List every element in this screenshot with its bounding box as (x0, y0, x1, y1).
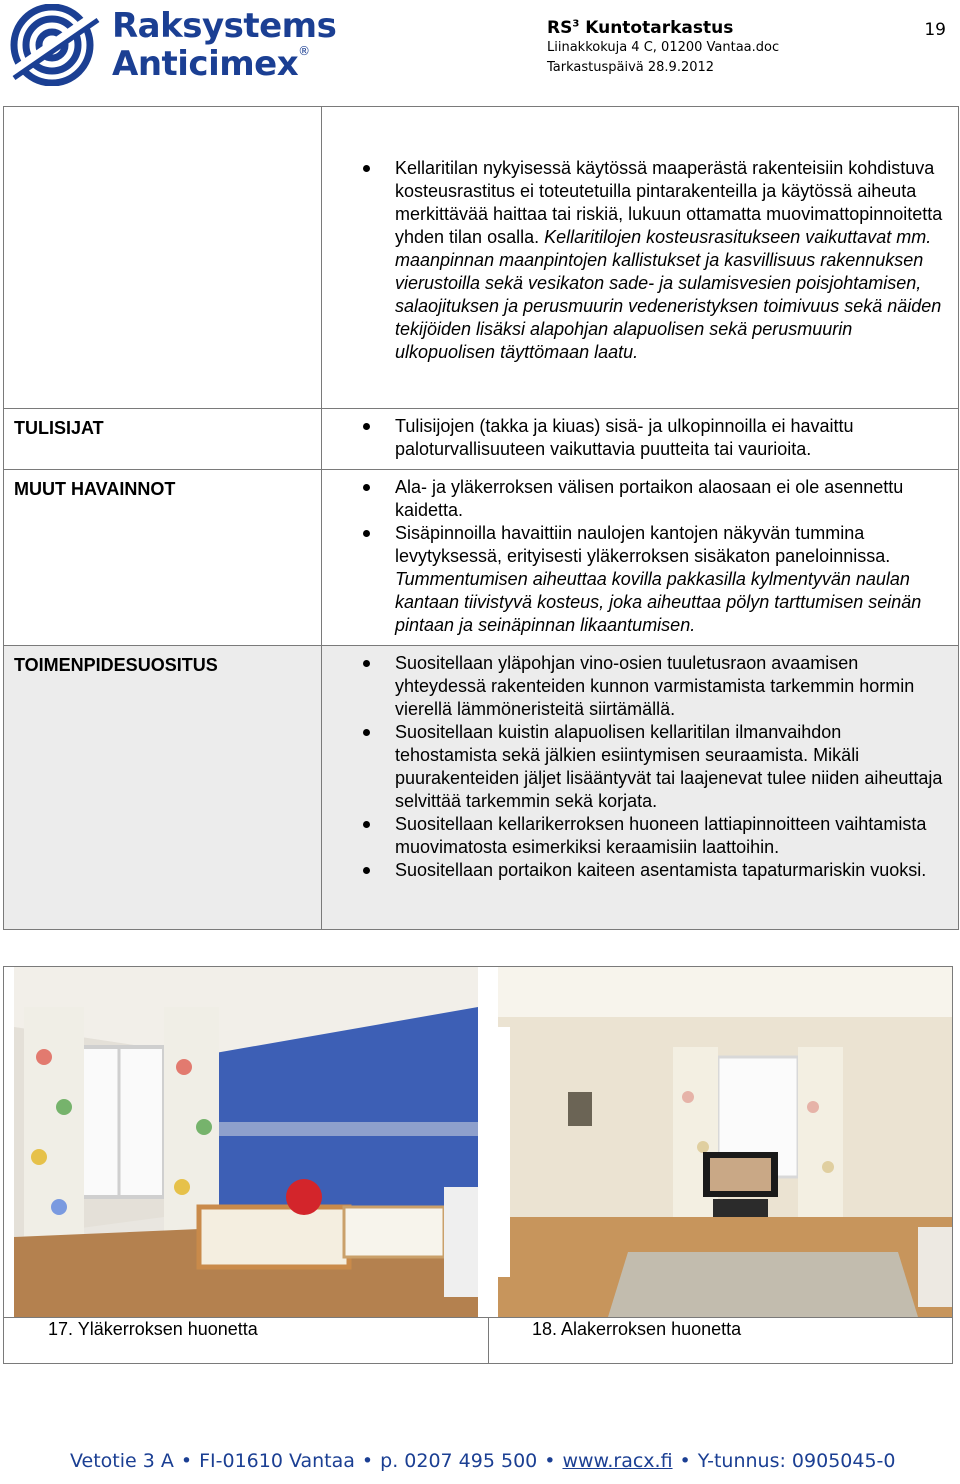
brand-name: Anticimex (112, 44, 299, 84)
list-item (322, 415, 948, 461)
list-item (322, 859, 948, 882)
footer-street: Vetotie 3 A (70, 1450, 174, 1472)
caption-left: 17. Yläkerroksen huonetta (48, 1319, 258, 1339)
caption-column-divider (488, 1317, 489, 1363)
section-label (4, 107, 322, 409)
footer-separator: • (180, 1450, 193, 1472)
title-superscript: 3 (572, 18, 580, 30)
list-item (322, 813, 948, 859)
bullet-list (322, 652, 948, 882)
brand-line-2 (112, 44, 310, 84)
caption-right: 18. Alakerroksen huonetta (532, 1319, 742, 1339)
title-rest: Kuntotarkastus (579, 18, 734, 38)
footer-postal: FI-01610 Vantaa (199, 1450, 355, 1472)
footer-business-id: Y-tunnus: 0905045-0 (697, 1450, 896, 1472)
section-row-basement (4, 107, 959, 409)
page-footer (70, 1450, 950, 1472)
photo-panel (3, 966, 953, 1364)
list-item (322, 476, 948, 522)
section-label: TOIMENPIDESUOSITUS (4, 646, 322, 930)
footer-phone: p. 0207 495 500 (380, 1450, 538, 1472)
photo-upstairs-room (14, 967, 478, 1317)
bullet-list (322, 157, 948, 364)
item-text: Ala- ja yläkerroksen välisen portaikon alaosaan ei ole asennettu kaidetta. (395, 477, 904, 520)
photo-downstairs-room (498, 967, 952, 1317)
footer-website-link[interactable]: www.racx.fi (562, 1450, 673, 1472)
footer-separator: • (361, 1450, 374, 1472)
footer-separator: • (679, 1450, 691, 1472)
section-row-toimenpidesuositus (4, 646, 959, 930)
section-content (322, 470, 959, 646)
item-text: Suositellaan portaikon kaiteen asentamista tapaturmariskin vuoksi. (395, 860, 927, 880)
title-rs: RS (547, 18, 573, 38)
caption-divider-line (4, 1317, 952, 1318)
list-item (322, 721, 948, 813)
list-item (322, 157, 948, 364)
section-label: TULISIJAT (4, 409, 322, 470)
findings-table (3, 106, 959, 930)
report-title (547, 18, 779, 38)
item-note: Kellaritilojen kosteusrasitukseen vaikuttavat mm. maanpinnan maanpintojen kallistukset ja kasvillisuus rakennuksen vierustoilla sekä vesikaton sade- ja sulamisvesien poisjohtamisen, salaojituksen ja perusmuurin vedeneristyksen toimivuus sekä näiden tekijöiden lisäksi alapohjan alapuolisen sekä perusmuurin ulkopuolisen täyttömaan laatu. (395, 227, 942, 362)
address-line: Liinakkokuja 4 C, 01200 Vantaa.doc (547, 40, 780, 55)
section-label: MUUT HAVAINNOT (4, 470, 322, 646)
page-number: 19 (924, 20, 946, 40)
registered-mark: ® (298, 44, 310, 58)
item-text: Kellaritilan nykyisessä käytössä maaperästä rakenteisiin kohdistuva kosteusrastitus ei toteutetuilla pintarakenteilla ja käytössä aiheuta merkittävää haittaa tai riskiä, lukuun ottamatta muovimattopinnoitetta yhden tilan osalla. (395, 158, 943, 247)
section-content (322, 646, 959, 930)
footer-separator: • (544, 1450, 556, 1472)
page-header (0, 0, 960, 100)
item-text: Suositellaan kuistin alapuolisen kellaritilan ilmanvaihdon tehostamista sekä jälkien esiintymisen seuraamista. Mikäli puurakenteiden jäljet lisääntyvät tai laajenevat tulee niiden aiheuttaja selvittää tarkemmin sekä korjata. (395, 722, 943, 811)
section-content (322, 409, 959, 470)
bullet-list (322, 415, 948, 461)
seal-icon (6, 4, 106, 86)
bullet-list (322, 476, 948, 637)
item-note: Tummentumisen aiheuttaa kovilla pakkasilla kylmentyvän naulan kantaan tiivistyvä kosteus, joka aiheuttaa pölyn tarttumisen seinän pintaan ja seinäpinnan likaantumisen. (395, 569, 922, 635)
company-logo (6, 4, 337, 86)
section-row-muut-havainnot (4, 470, 959, 646)
header-info (547, 18, 779, 78)
brand-line-1: Raksystems (112, 6, 337, 46)
item-text: Sisäpinnoilla havaittiin naulojen kantojen näkyvän tummina levytyksessä, erityisesti yläkerroksen sisäkaton paneloinnissa. (395, 523, 891, 566)
item-text: Suositellaan kellarikerroksen huoneen lattiapinnoitteen vaihtamista muovimatosta esimerkiksi keraamisiin laattoihin. (395, 814, 927, 857)
inspection-date: Tarkastuspäivä 28.9.2012 (547, 60, 715, 75)
section-content (322, 107, 959, 409)
list-item (322, 652, 948, 721)
item-text: Suositellaan yläpohjan vino-osien tuuletusraon avaamisen yhteydessä rakenteiden kunnon varmistamista tarkemmin hormin vierellä lämmöneristeitä siirtämällä. (395, 653, 915, 719)
list-item (322, 522, 948, 637)
item-text: Tulisijojen (takka ja kiuas) sisä- ja ulkopinnoilla ei havaittu paloturvallisuuteen vaikuttavia puutteita tai vaurioita. (395, 416, 854, 459)
section-row-tulisijat (4, 409, 959, 470)
